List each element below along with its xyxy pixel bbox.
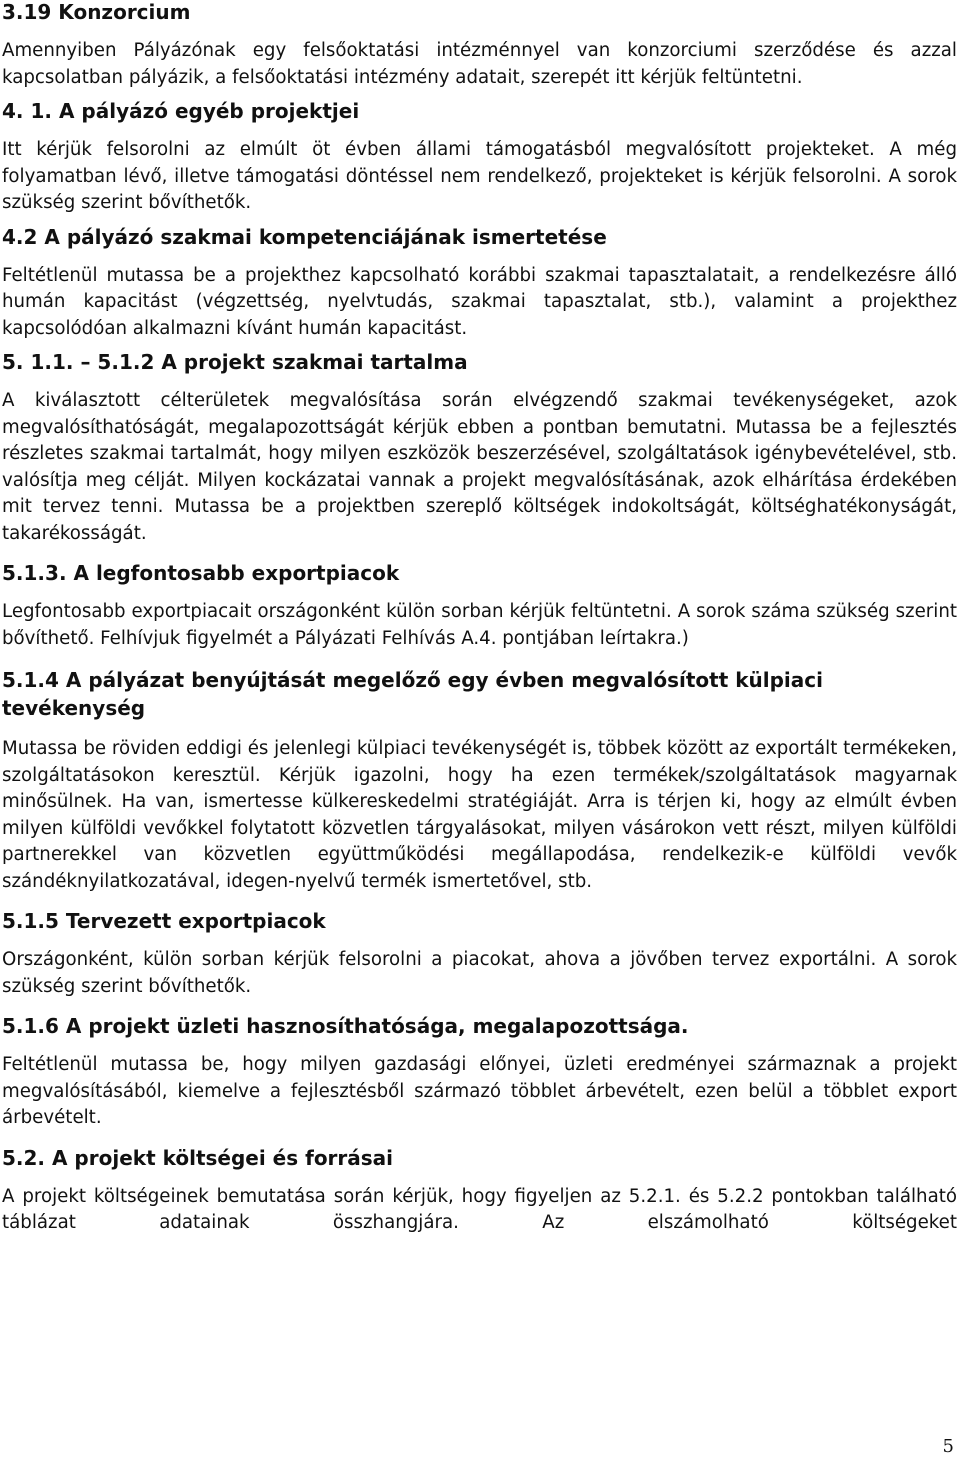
section-body-4-1: Itt kérjük felsorolni az elmúlt öt évben állami támogatásból megvalósított projekteket. A még folyamatban lévő, illetve támogatási döntéssel nem rendelkező, projekteket is kérjük felsorolni. A sorok szükség szerint bővíthetők.	[2, 139, 957, 213]
section-body-5-1-3: Legfontosabb exportpiacait országonként külön sorban kérjük feltüntetni. A sorok száma szükség szerint bővíthető. Felhívjuk figyelmét a Pályázati Felhívás A.4. pontjában leírtakra.)	[2, 601, 957, 649]
section-body-3-19: Amennyiben Pályázónak egy felsőoktatási intézménnyel van konzorciumi szerződése és azzal kapcsolatban pályázik, a felsőoktatási intézmény adatait, szerepét itt kérjük feltüntetni.	[2, 40, 957, 88]
section-heading-5-1-5: 5.1.5 Tervezett exportpiacok	[2, 909, 326, 933]
section-heading-4-2: 4.2 A pályázó szakmai kompetenciájának ismertetése	[2, 224, 607, 249]
document-page	[2, 0, 957, 1237]
page-number: 5	[942, 1436, 954, 1457]
section-body-4-2: Feltétlenül mutassa be a projekthez kapcsolható korábbi szakmai tapasztalatait, a rendelkezésre álló humán kapacitást (végzettség, nyelvtudás, szakmai tapasztalat, stb.), valamint a projekthez kapcsolódóan alkalmazni kívánt humán kapacitást.	[2, 264, 957, 339]
section-heading-5-1-4: 5.1.4 A pályázat benyújtását megelőző egy évben megvalósított külpiaci tevékenység	[2, 668, 823, 720]
section-heading-5-1-3: 5.1.3. A legfontosabb exportpiacok	[2, 561, 400, 585]
section-body-5-1-2: A kiválasztott célterületek megvalósítása során elvégzendő szakmai tevékenységeket, azok megvalósíthatóságát, megalapozottságát kérjük ebben a pontban bemutatni. Mutassa be a fejlesztés részletes szakmai tartalmát, hogy milyen eszközök beszerzésével, szolgáltatások igénybevételével, stb. valósítja meg célját. Milyen kockázatai vannak a projekt megvalósításának, azok elhárítása érdekében mit tervez tenni. Mutassa be a projektben szereplő költségek indokoltságát, költséghatékonyságát, takarékosságát.	[2, 390, 957, 544]
section-heading-4-1: 4. 1. A pályázó egyéb projektjei	[2, 99, 360, 123]
section-body-5-1-6: Feltétlenül mutassa be, hogy milyen gazdasági előnyei, üzleti eredményei származnak a projekt megvalósításából, kiemelve a fejlesztésből származó többlet árbevételt, ezen belül a többlet export árbevételt.	[2, 1054, 957, 1128]
section-body-5-1-4: Mutassa be röviden eddigi és jelenlegi külpiaci tevékenységét is, többek között az exportált termékeken, szolgáltatásokon keresztül. Kérjük igazolni, hogy ha ezen termékek/szolgáltatások magyarnak minősülnek. Ha van, ismertesse külkereskedelmi stratégiáját. Arra is térjen ki, hogy az elmúlt évben milyen külföldi vevőkkel folytatott közvetlen tárgyalásokat, milyen vásárokon vett részt, milyen külföldi partnerekkel van közvetlen együttműködési megállapodása, rendelkezik-e külföldi vevők szándéknyilatkozatával, idegen-nyelvű termék ismertetővel, stb.	[2, 738, 957, 892]
section-body-5-2: A projekt költségeinek bemutatása során kérjük, hogy figyeljen az 5.2.1. és 5.2.2 pontokban található táblázat adatainak összhangjára. Az elszámolható költségeket	[2, 1185, 957, 1233]
section-heading-5-1-6: 5.1.6 A projekt üzleti hasznosíthatósága, megalapozottsága.	[2, 1014, 689, 1038]
section-heading-3-19: 3.19 Konzorcium	[2, 0, 191, 24]
section-heading-5-1-2: 5. 1.1. – 5.1.2 A projekt szakmai tartalma	[2, 350, 468, 374]
section-heading-5-2: 5.2. A projekt költségei és forrásai	[2, 1145, 394, 1170]
section-body-5-1-5: Országonként, külön sorban kérjük felsorolni a piacokat, ahova a jövőben tervez exportálni. A sorok szükség szerint bővíthetők.	[2, 949, 957, 997]
